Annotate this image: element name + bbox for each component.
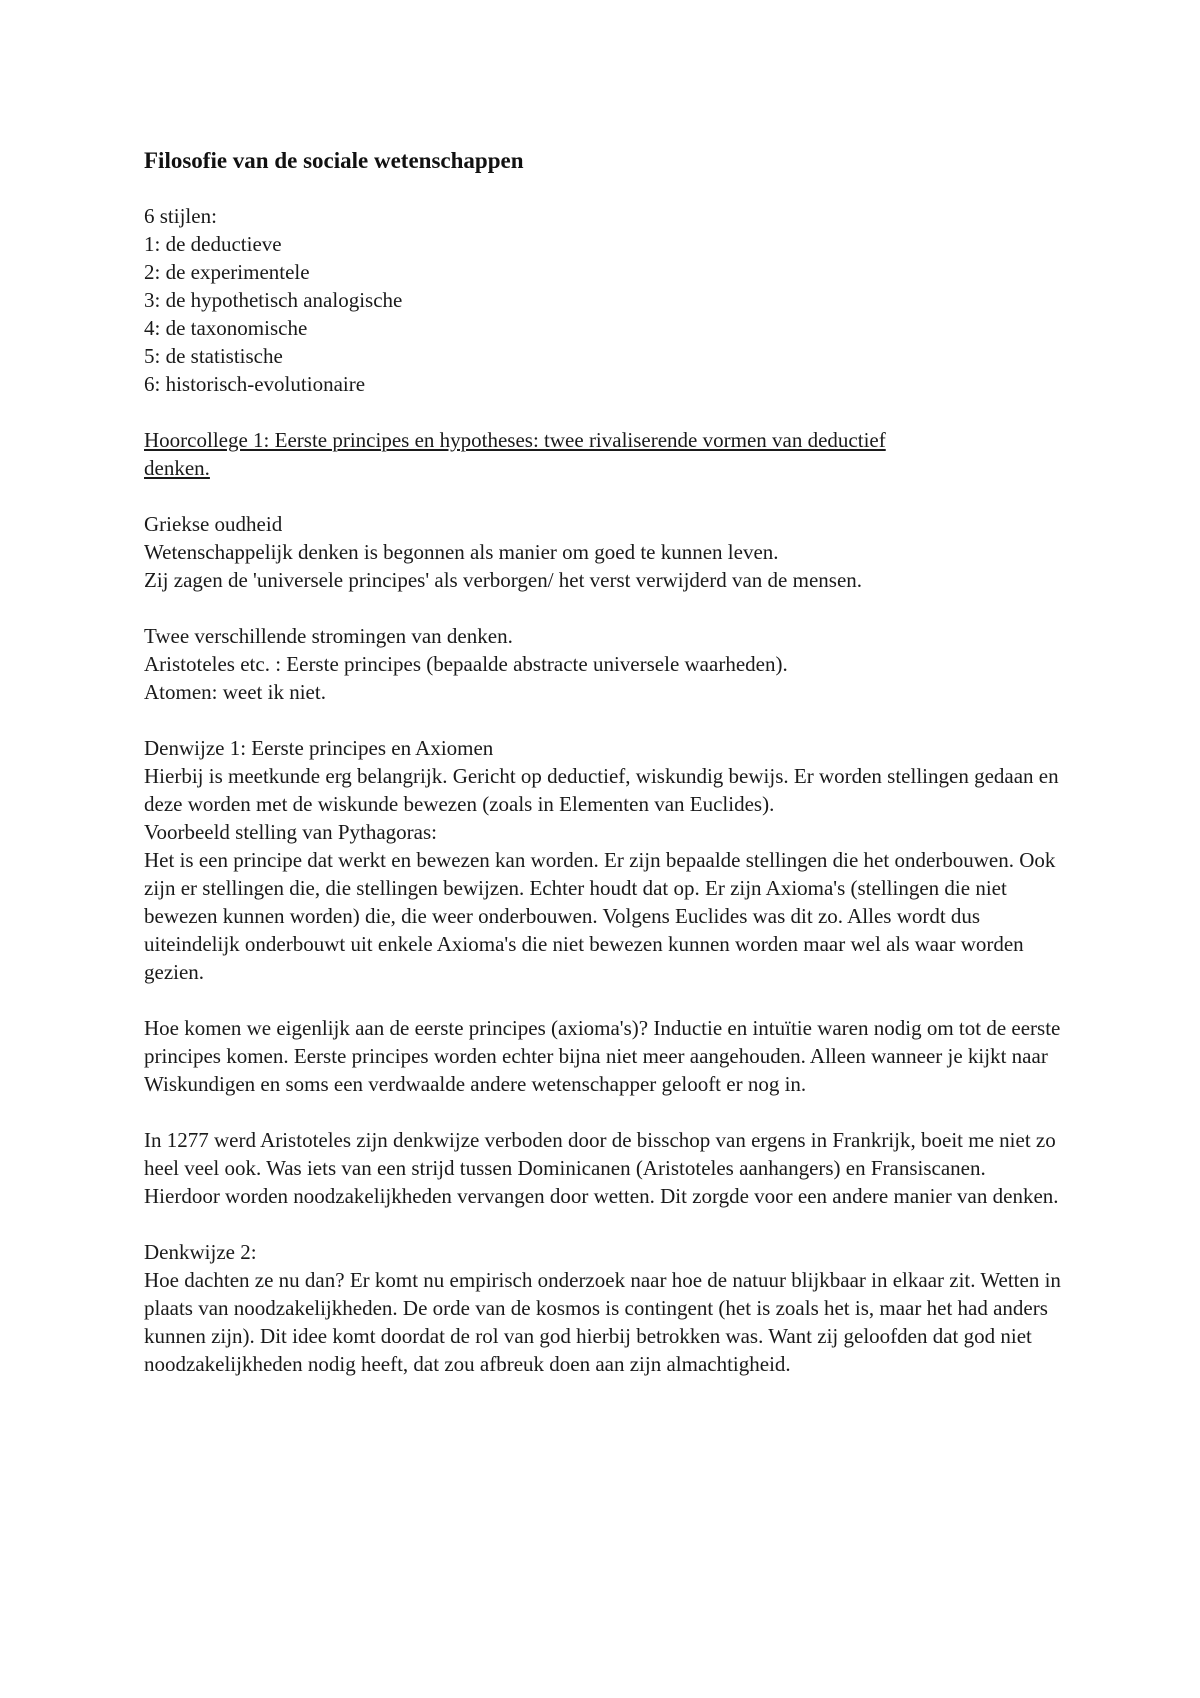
style-item: 3: de hypothetisch analogische [144,288,403,312]
way1-paragraph: Het is een principe dat werkt en bewezen kan worden. Er zijn bepaalde stellingen die het onderbouwen. Ook zijn er stellingen die, die stellingen bewijzen. Echter houdt dat op. Er zijn Axioma's (stellingen die niet bewezen kunnen worden) die, die weer onderbouwen. Volgens Euclides was dit zo. Alles wordt dus uiteindelijk onderbouwt uit enkele Axioma's die niet bewezen kunnen worden maar wel als waar worden gezien. [144,848,1056,984]
way-of-thinking-1-section [144,734,1064,986]
styles-heading: 6 stijlen: [144,204,217,228]
thought-currents-section [144,622,1064,706]
greek-heading: Griekse oudheid [144,512,283,536]
currents-line: Aristoteles etc. : Eerste principes (bepaalde abstracte universele waarheden). [144,652,788,676]
way1-paragraph: Hierbij is meetkunde erg belangrijk. Gericht op deductief, wiskundig bewijs. Er worden stellingen gedaan en deze worden met de wiskunde bewezen (zoals in Elementen van Euclides). [144,764,1059,816]
style-item: 6: historisch-evolutionaire [144,372,366,396]
style-item: 5: de statistische [144,344,283,368]
greek-line: Zij zagen de 'universele principes' als verborgen/ het verst verwijderd van de mensen. [144,568,863,592]
style-item: 2: de experimentele [144,260,310,284]
style-item: 4: de taxonomische [144,316,308,340]
way1-heading: Denwijze 1: Eerste principes en Axiomen [144,736,494,760]
currents-line: Atomen: weet ik niet. [144,680,326,704]
pythagoras-heading: Voorbeeld stelling van Pythagoras: [144,820,437,844]
styles-list [144,202,1064,398]
way2-heading: Denkwijze 2: [144,1240,257,1264]
style-item: 1: de deductieve [144,232,282,256]
way-of-thinking-2-section [144,1238,1064,1378]
way2-paragraph: Hoe dachten ze nu dan? Er komt nu empirisch onderzoek naar hoe de natuur blijkbaar in elkaar zit. Wetten in plaats van noodzakelijkheden. De orde van de kosmos is contingent (het is zoals het is, maar het had anders kunnen zijn). Dit idee komt doordat de rol van god hierbij betrokken was. Want zij geloofden dat god niet noodzakelijkheden nodig heeft, dat zou afbreuk doen aan zijn almachtigheid. [144,1268,1061,1376]
lecture-heading: Hoorcollege 1: Eerste principes en hypotheses: twee rivaliserende vormen van deductief denken. [144,428,886,480]
currents-line: Twee verschillende stromingen van denken. [144,624,513,648]
greek-antiquity-section [144,510,1064,594]
document-title: Filosofie van de sociale wetenschappen [144,148,524,173]
first-principles-paragraph: Hoe komen we eigenlijk aan de eerste principes (axioma's)? Inductie en intuïtie waren nodig om tot de eerste principes komen. Eerste principes worden echter bijna niet meer aangehouden. Alleen wanneer je kijkt naar Wiskundigen en soms een verdwaalde andere wetenschapper gelooft er nog in. [144,1016,1061,1096]
document-content [144,146,1064,1406]
year-1277-paragraph: In 1277 werd Aristoteles zijn denkwijze verboden door de bisschop van ergens in Frankrijk, boeit me niet zo heel veel ook. Was iets van een strijd tussen Dominicanen (Aristoteles aanhangers) en Fransiscanen. Hierdoor worden noodzakelijkheden vervangen door wetten. Dit zorgde voor een andere manier van denken. [144,1128,1059,1208]
greek-line: Wetenschappelijk denken is begonnen als manier om goed te kunnen leven. [144,540,779,564]
